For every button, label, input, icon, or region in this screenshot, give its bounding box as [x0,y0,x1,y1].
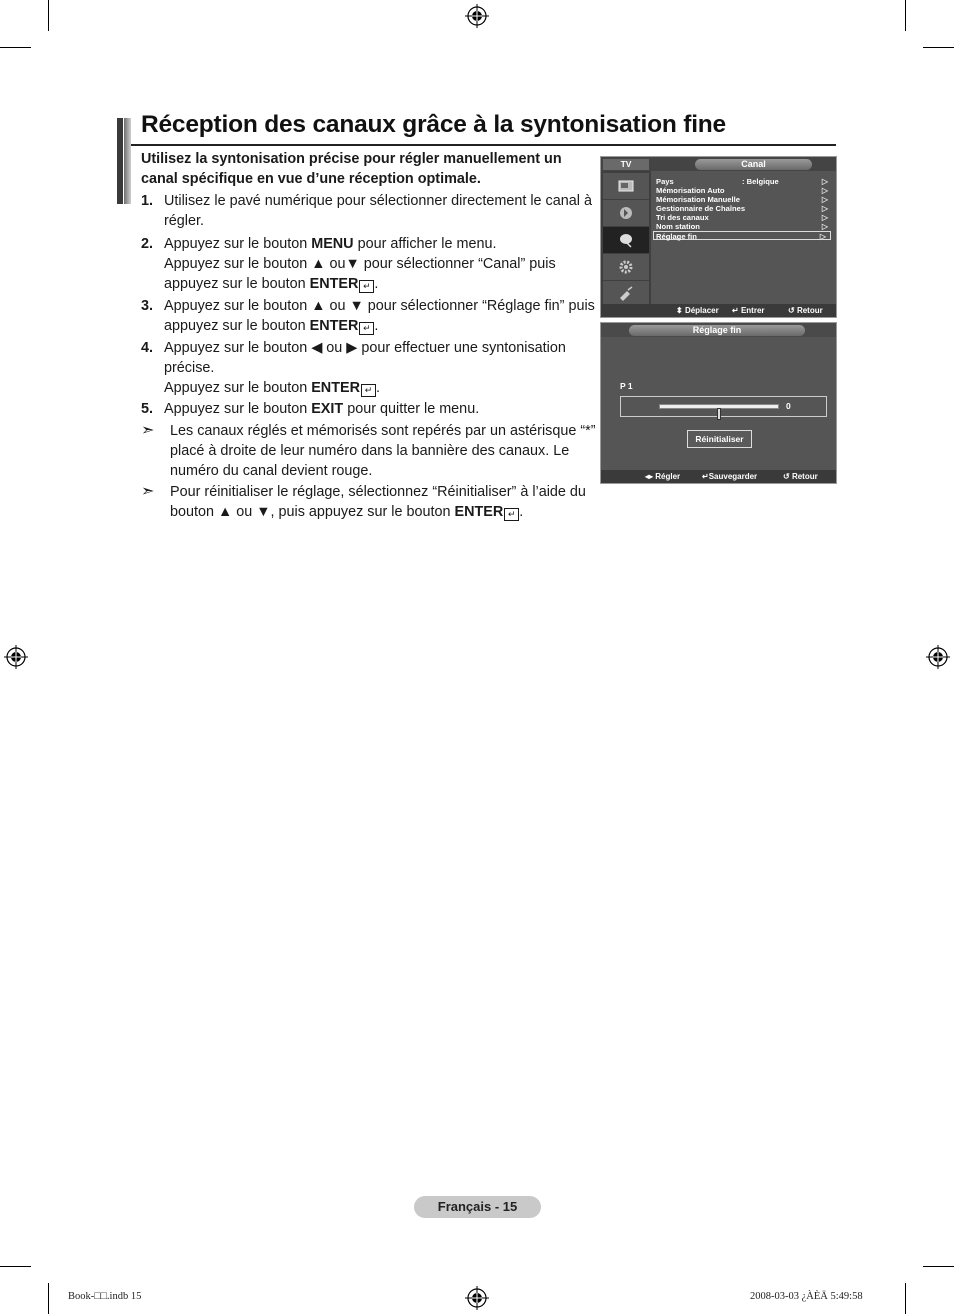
osd-sidebar-item-setup [603,254,649,280]
crop-mark [48,1283,49,1314]
osd-menu-item-label: Nom station [656,222,700,231]
step-5 [141,399,596,419]
intro-text: Utilisez la syntonisation précise pour régler manuellement un canal spécifique en vue d’une réception optimale. [141,151,562,187]
osd-header [601,323,836,337]
exit-key-label: EXIT [311,401,344,417]
osd-menu-item-value: : Belgique [742,177,779,186]
osd-foot-label: Retour [791,472,818,481]
step-2 [141,234,596,294]
osd-foot-back [783,471,818,482]
input-plug-icon [618,286,634,302]
osd-foot-label: Sauvegarder [708,472,758,481]
title-accent-bar [117,118,123,204]
osd-menu-item-label: Mémorisation Manuelle [656,195,740,204]
step-number: 2. [141,236,154,252]
up-down-icon: ⬍ [676,306,683,315]
osd-sidebar-item-picture [603,173,649,199]
osd-foot-move [676,305,719,316]
page-number-badge: Français - 15 [414,1196,541,1218]
osd-sidebar [601,171,651,311]
note-2 [141,482,596,522]
osd-header [601,157,836,171]
arrow-right-icon: ▷ [821,213,828,222]
step-text-part: Appuyez sur le bouton [164,380,312,396]
registration-mark-icon [4,645,28,669]
step-4 [141,338,596,398]
enter-key-label: ENTER [309,276,359,292]
osd-foot-label: Retour [796,306,823,315]
note-text-part: Pour réinitialiser le réglage, sélectionnez “Réinitialiser” à l’aide du bouton ▲ ou ▼, puis appuyez sur le bouton [170,484,586,520]
print-slug-right: 2008-03-03 ¿ÀÈÄ 5:49:58 [750,1291,863,1302]
crop-mark [923,1266,954,1267]
osd-sidebar-item-channel [603,227,649,253]
osd-menu-item-pays[interactable] [656,177,832,186]
step-number: 5. [141,401,154,417]
title-accent-gradient [124,118,131,204]
satellite-dish-icon [618,232,634,248]
note-text-part: . [519,504,524,520]
arrow-right-icon: ▷ [819,232,826,241]
osd-foot-label: Entrer [740,306,765,315]
osd-foot-back [788,305,823,316]
step-text [164,296,596,336]
osd-fine-tune [600,322,837,484]
osd-foot-save [702,471,757,482]
crop-mark [905,0,906,31]
step-text-part: pour afficher le menu. [353,236,497,252]
step-text-part: . [374,276,379,292]
step-3 [141,296,596,336]
step-text [164,338,596,398]
enter-icon: ↵ [732,306,739,315]
page-title: Réception des canaux grâce à la syntonisation fine [141,111,726,138]
note-arrow-icon: ➣ [141,483,155,500]
osd-sidebar-item-sound [603,200,649,226]
left-right-icon: ◂▸ [645,472,654,481]
osd-menu-item-memorisation-manuelle[interactable] [656,195,832,204]
step-number: 1. [141,193,154,209]
title-rule [131,144,836,146]
osd-menu-item-label: Pays [656,177,674,186]
reset-button[interactable]: Réinitialiser [687,430,752,448]
return-icon: ↺ [783,472,790,481]
step-text-part: Appuyez sur le bouton ▲ ou ▼ pour sélectionner “Réglage fin” puis appuyez sur le bouton [164,298,595,334]
osd-tab-reglage-fin: Réglage fin [629,325,805,336]
osd-menu-item-label: Mémorisation Auto [656,186,725,195]
note-text: Les canaux réglés et mémorisés sont repérés par un astérisque “*” placé à droite de leur numéro dans la bannière des canaux. Le numéro du canal devient rouge. [170,423,596,479]
step-text-part: . [375,380,380,396]
crop-mark [0,1266,31,1267]
step-number: 3. [141,298,154,314]
step-text-part: Appuyez sur le bouton ◀ ou ▶ pour effectuer une syntonisation précise. [164,340,566,376]
osd-footer [601,470,836,483]
picture-icon [618,178,634,194]
step-number: 4. [141,340,154,356]
osd-menu-item-label: Tri des canaux [656,213,709,222]
osd-foot-label: Déplacer [684,306,719,315]
osd-tab-canal: Canal [695,159,812,170]
crop-mark [923,47,954,48]
enter-key-label: ENTER [309,318,359,334]
registration-mark-icon [465,1286,489,1310]
step-text-part: . [374,318,379,334]
arrow-right-icon: ▷ [821,195,828,204]
step-text-part: Appuyez sur le bouton [164,401,312,417]
osd-foot-adjust [645,471,680,482]
osd-menu-item-reglage-fin[interactable] [653,231,831,240]
step-text-part: Appuyez sur le bouton [164,236,312,252]
enter-icon: ↵ [361,384,376,397]
osd-foot-label: Régler [655,472,681,481]
step-text: Utilisez le pavé numérique pour sélectionner directement le canal à régler. [164,193,592,229]
enter-icon: ↵ [504,508,519,521]
step-text-part: Appuyez sur le bouton ▲ ou▼ pour sélectionner “Canal” puis appuyez sur le bouton [164,256,556,292]
enter-icon: ↵ [702,472,709,481]
osd-tv-label: TV [603,159,649,170]
print-slug-left: Book-□□.indb 15 [68,1291,142,1302]
channel-label: P 1 [620,381,633,391]
menu-key-label: MENU [311,236,354,252]
slider-handle[interactable] [717,408,721,420]
fine-tune-value: 0 [786,401,791,411]
arrow-right-icon: ▷ [821,186,828,195]
gear-icon [618,259,634,275]
osd-menu-item-memorisation-auto[interactable] [656,186,832,195]
arrow-right-icon: ▷ [821,204,828,213]
osd-menu-item-label: Gestionnaire de Chaînes [656,204,746,213]
osd-menu-item-gestionnaire[interactable] [656,204,832,213]
step-text-part: pour quitter le menu. [343,401,480,417]
step-text [164,399,596,419]
enter-key-label: ENTER [454,504,504,520]
arrow-right-icon: ▷ [821,222,828,231]
note-text [170,482,596,522]
note-1 [141,421,596,481]
enter-icon: ↵ [359,322,374,335]
enter-key-label: ENTER [311,380,360,396]
step-text [164,234,596,294]
osd-menu-item-tri-canaux[interactable] [656,213,832,222]
registration-mark-icon [926,645,950,669]
osd-menu-item-label: Réglage fin [656,232,697,241]
sound-icon [618,205,634,221]
registration-mark-icon [465,4,489,28]
crop-mark [48,0,49,31]
fine-tune-slider-box [620,396,827,417]
osd-channel-menu [600,156,837,318]
return-icon: ↺ [788,306,795,315]
note-arrow-icon: ➣ [141,422,155,439]
osd-menu-item-nom-station[interactable] [656,222,832,231]
crop-mark [0,47,31,48]
step-1 [141,191,596,231]
arrow-right-icon: ▷ [821,177,828,186]
crop-mark [905,1283,906,1314]
osd-foot-enter [732,305,765,316]
fine-tune-slider[interactable] [659,404,779,409]
enter-icon: ↵ [359,280,374,293]
osd-footer [601,304,836,317]
